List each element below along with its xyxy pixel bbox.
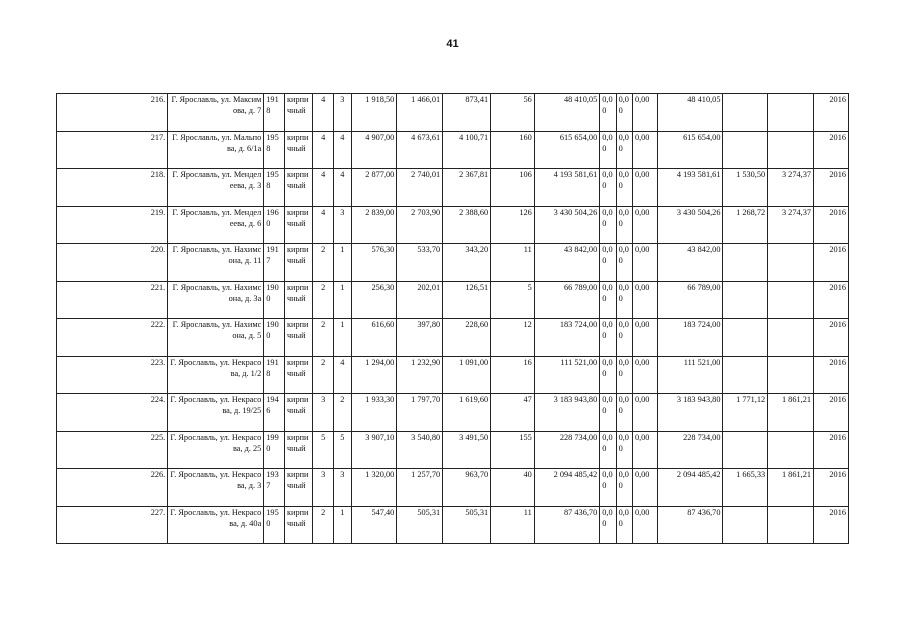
wall-material-cell: кирпичный xyxy=(284,94,312,132)
specific-cost-cell xyxy=(723,131,768,169)
plan-year-cell: 2016 xyxy=(814,356,849,394)
area-living-cell: 1 232,90 xyxy=(397,356,443,394)
cost-owners-cell: 3 430 504,26 xyxy=(658,206,723,244)
entrances-cell: 1 xyxy=(334,506,351,544)
residents-cell: 40 xyxy=(491,469,535,507)
wall-material-cell: кирпичный xyxy=(284,131,312,169)
row-number-cell: 217. xyxy=(57,131,168,169)
cost-owners-cell: 111 521,00 xyxy=(658,356,723,394)
row-number-cell: 223. xyxy=(57,356,168,394)
entrances-cell: 4 xyxy=(334,356,351,394)
cost-total-cell: 183 724,00 xyxy=(534,319,599,357)
cost-owners-cell: 2 094 485,42 xyxy=(658,469,723,507)
specific-cost-cell xyxy=(723,431,768,469)
floors-cell: 2 xyxy=(313,506,334,544)
max-specific-cost-cell xyxy=(768,281,814,319)
table-row xyxy=(57,506,849,544)
max-specific-cost-cell xyxy=(768,431,814,469)
entrances-cell: 2 xyxy=(334,394,351,432)
build-year-cell: 1918 xyxy=(264,356,285,394)
plan-year-cell: 2016 xyxy=(814,506,849,544)
plan-year-cell: 2016 xyxy=(814,394,849,432)
cost-total-cell: 3 430 504,26 xyxy=(534,206,599,244)
area-total-cell: 547,40 xyxy=(351,506,397,544)
area-residential-cell: 4 100,71 xyxy=(443,131,491,169)
fund-3-cell: 0,00 xyxy=(632,281,657,319)
max-specific-cost-cell xyxy=(768,131,814,169)
fund-2-cell: 0,00 xyxy=(616,244,632,282)
area-residential-cell: 228,60 xyxy=(443,319,491,357)
build-year-cell: 1917 xyxy=(264,244,285,282)
table-row xyxy=(57,281,849,319)
plan-year-cell: 2016 xyxy=(814,469,849,507)
fund-1-cell: 0,00 xyxy=(600,431,616,469)
area-living-cell: 1 257,70 xyxy=(397,469,443,507)
table-row xyxy=(57,131,849,169)
max-specific-cost-cell: 3 274,37 xyxy=(768,206,814,244)
build-year-cell: 1990 xyxy=(264,431,285,469)
fund-2-cell: 0,00 xyxy=(616,431,632,469)
fund-2-cell: 0,00 xyxy=(616,206,632,244)
address-cell: Г. Ярославль, ул. Некрасова, д. 40а xyxy=(168,506,264,544)
address-cell: Г. Ярославль, ул. Нахимсона, д. 11 xyxy=(168,244,264,282)
address-cell: Г. Ярославль, ул. Мальпова, д. 6/1а xyxy=(168,131,264,169)
fund-1-cell: 0,00 xyxy=(600,244,616,282)
area-total-cell: 1 933,30 xyxy=(351,394,397,432)
specific-cost-cell xyxy=(723,319,768,357)
specific-cost-cell: 1 530,50 xyxy=(723,169,768,207)
area-living-cell: 505,31 xyxy=(397,506,443,544)
area-residential-cell: 873,41 xyxy=(443,94,491,132)
plan-year-cell: 2016 xyxy=(814,431,849,469)
residents-cell: 155 xyxy=(491,431,535,469)
entrances-cell: 3 xyxy=(334,469,351,507)
table-row xyxy=(57,244,849,282)
area-total-cell: 576,30 xyxy=(351,244,397,282)
floors-cell: 5 xyxy=(313,431,334,469)
area-total-cell: 1 320,00 xyxy=(351,469,397,507)
fund-1-cell: 0,00 xyxy=(600,394,616,432)
address-cell: Г. Ярославль, ул. Нахимсона, д. 3а xyxy=(168,281,264,319)
wall-material-cell: кирпичный xyxy=(284,506,312,544)
wall-material-cell: кирпичный xyxy=(284,281,312,319)
wall-material-cell: кирпичный xyxy=(284,169,312,207)
row-number-cell: 224. xyxy=(57,394,168,432)
cost-owners-cell: 66 789,00 xyxy=(658,281,723,319)
floors-cell: 2 xyxy=(313,281,334,319)
entrances-cell: 5 xyxy=(334,431,351,469)
address-cell: Г. Ярославль, ул. Нахимсона, д. 5 xyxy=(168,319,264,357)
fund-2-cell: 0,00 xyxy=(616,169,632,207)
cost-owners-cell: 4 193 581,61 xyxy=(658,169,723,207)
specific-cost-cell xyxy=(723,356,768,394)
residents-cell: 5 xyxy=(491,281,535,319)
floors-cell: 2 xyxy=(313,356,334,394)
table-row xyxy=(57,169,849,207)
residents-cell: 56 xyxy=(491,94,535,132)
fund-1-cell: 0,00 xyxy=(600,319,616,357)
fund-1-cell: 0,00 xyxy=(600,506,616,544)
area-living-cell: 1 797,70 xyxy=(397,394,443,432)
row-number-cell: 226. xyxy=(57,469,168,507)
max-specific-cost-cell xyxy=(768,356,814,394)
cost-owners-cell: 228 734,00 xyxy=(658,431,723,469)
fund-3-cell: 0,00 xyxy=(632,206,657,244)
wall-material-cell: кирпичный xyxy=(284,319,312,357)
floors-cell: 4 xyxy=(313,94,334,132)
area-total-cell: 2 839,00 xyxy=(351,206,397,244)
row-number-cell: 218. xyxy=(57,169,168,207)
build-year-cell: 1937 xyxy=(264,469,285,507)
fund-2-cell: 0,00 xyxy=(616,131,632,169)
build-year-cell: 1958 xyxy=(264,169,285,207)
area-living-cell: 202,01 xyxy=(397,281,443,319)
entrances-cell: 1 xyxy=(334,281,351,319)
fund-3-cell: 0,00 xyxy=(632,169,657,207)
entrances-cell: 3 xyxy=(334,206,351,244)
table-row xyxy=(57,94,849,132)
row-number-cell: 227. xyxy=(57,506,168,544)
max-specific-cost-cell xyxy=(768,506,814,544)
max-specific-cost-cell: 1 861,21 xyxy=(768,469,814,507)
fund-3-cell: 0,00 xyxy=(632,319,657,357)
entrances-cell: 1 xyxy=(334,319,351,357)
cost-total-cell: 2 094 485,42 xyxy=(534,469,599,507)
area-residential-cell: 2 388,60 xyxy=(443,206,491,244)
cost-total-cell: 111 521,00 xyxy=(534,356,599,394)
residents-cell: 160 xyxy=(491,131,535,169)
fund-1-cell: 0,00 xyxy=(600,469,616,507)
residents-cell: 12 xyxy=(491,319,535,357)
entrances-cell: 4 xyxy=(334,131,351,169)
area-living-cell: 1 466,01 xyxy=(397,94,443,132)
build-year-cell: 1918 xyxy=(264,94,285,132)
area-residential-cell: 1 619,60 xyxy=(443,394,491,432)
fund-1-cell: 0,00 xyxy=(600,94,616,132)
fund-2-cell: 0,00 xyxy=(616,356,632,394)
max-specific-cost-cell: 1 861,21 xyxy=(768,394,814,432)
fund-3-cell: 0,00 xyxy=(632,244,657,282)
build-year-cell: 1946 xyxy=(264,394,285,432)
floors-cell: 4 xyxy=(313,206,334,244)
fund-2-cell: 0,00 xyxy=(616,94,632,132)
area-living-cell: 397,80 xyxy=(397,319,443,357)
area-living-cell: 2 740,01 xyxy=(397,169,443,207)
area-residential-cell: 505,31 xyxy=(443,506,491,544)
wall-material-cell: кирпичный xyxy=(284,431,312,469)
max-specific-cost-cell xyxy=(768,94,814,132)
build-year-cell: 1900 xyxy=(264,319,285,357)
fund-1-cell: 0,00 xyxy=(600,281,616,319)
build-year-cell: 1950 xyxy=(264,506,285,544)
area-living-cell: 3 540,80 xyxy=(397,431,443,469)
area-total-cell: 2 877,00 xyxy=(351,169,397,207)
table-row xyxy=(57,394,849,432)
row-number-cell: 219. xyxy=(57,206,168,244)
page-number: 41 xyxy=(446,38,459,50)
wall-material-cell: кирпичный xyxy=(284,356,312,394)
cost-owners-cell: 3 183 943,80 xyxy=(658,394,723,432)
cost-total-cell: 4 193 581,61 xyxy=(534,169,599,207)
plan-year-cell: 2016 xyxy=(814,131,849,169)
area-total-cell: 256,30 xyxy=(351,281,397,319)
specific-cost-cell xyxy=(723,506,768,544)
area-residential-cell: 343,20 xyxy=(443,244,491,282)
max-specific-cost-cell xyxy=(768,319,814,357)
cost-total-cell: 43 842,00 xyxy=(534,244,599,282)
wall-material-cell: кирпичный xyxy=(284,469,312,507)
wall-material-cell: кирпичный xyxy=(284,244,312,282)
specific-cost-cell: 1 665,33 xyxy=(723,469,768,507)
fund-3-cell: 0,00 xyxy=(632,394,657,432)
cost-owners-cell: 43 842,00 xyxy=(658,244,723,282)
address-cell: Г. Ярославль, ул. Некрасова, д. 1/2 xyxy=(168,356,264,394)
cost-total-cell: 3 183 943,80 xyxy=(534,394,599,432)
area-total-cell: 1 918,50 xyxy=(351,94,397,132)
residents-cell: 11 xyxy=(491,506,535,544)
fund-3-cell: 0,00 xyxy=(632,356,657,394)
cost-owners-cell: 87 436,70 xyxy=(658,506,723,544)
residents-cell: 47 xyxy=(491,394,535,432)
housing-registry-table xyxy=(56,93,849,544)
table-row xyxy=(57,356,849,394)
floors-cell: 2 xyxy=(313,319,334,357)
table-row xyxy=(57,469,849,507)
cost-owners-cell: 183 724,00 xyxy=(658,319,723,357)
area-residential-cell: 3 491,50 xyxy=(443,431,491,469)
table-row xyxy=(57,431,849,469)
address-cell: Г. Ярославль, ул. Менделеева, д. 3 xyxy=(168,169,264,207)
fund-1-cell: 0,00 xyxy=(600,169,616,207)
plan-year-cell: 2016 xyxy=(814,244,849,282)
address-cell: Г. Ярославль, ул. Некрасова, д. 25 xyxy=(168,431,264,469)
build-year-cell: 1958 xyxy=(264,131,285,169)
area-living-cell: 533,70 xyxy=(397,244,443,282)
build-year-cell: 1900 xyxy=(264,281,285,319)
fund-2-cell: 0,00 xyxy=(616,394,632,432)
fund-3-cell: 0,00 xyxy=(632,469,657,507)
fund-1-cell: 0,00 xyxy=(600,131,616,169)
specific-cost-cell xyxy=(723,94,768,132)
row-number-cell: 222. xyxy=(57,319,168,357)
specific-cost-cell: 1 268,72 xyxy=(723,206,768,244)
plan-year-cell: 2016 xyxy=(814,94,849,132)
plan-year-cell: 2016 xyxy=(814,206,849,244)
fund-1-cell: 0,00 xyxy=(600,206,616,244)
floors-cell: 2 xyxy=(313,244,334,282)
table-row xyxy=(57,206,849,244)
entrances-cell: 4 xyxy=(334,169,351,207)
residents-cell: 11 xyxy=(491,244,535,282)
area-living-cell: 2 703,90 xyxy=(397,206,443,244)
build-year-cell: 1960 xyxy=(264,206,285,244)
row-number-cell: 225. xyxy=(57,431,168,469)
residents-cell: 126 xyxy=(491,206,535,244)
area-total-cell: 1 294,00 xyxy=(351,356,397,394)
area-residential-cell: 2 367,81 xyxy=(443,169,491,207)
area-residential-cell: 126,51 xyxy=(443,281,491,319)
address-cell: Г. Ярославль, ул. Максимова, д. 7 xyxy=(168,94,264,132)
floors-cell: 4 xyxy=(313,169,334,207)
fund-3-cell: 0,00 xyxy=(632,131,657,169)
table-row xyxy=(57,319,849,357)
cost-owners-cell: 48 410,05 xyxy=(658,94,723,132)
cost-total-cell: 615 654,00 xyxy=(534,131,599,169)
cost-total-cell: 228 734,00 xyxy=(534,431,599,469)
plan-year-cell: 2016 xyxy=(814,319,849,357)
max-specific-cost-cell xyxy=(768,244,814,282)
specific-cost-cell xyxy=(723,244,768,282)
fund-3-cell: 0,00 xyxy=(632,506,657,544)
fund-1-cell: 0,00 xyxy=(600,356,616,394)
wall-material-cell: кирпичный xyxy=(284,206,312,244)
fund-2-cell: 0,00 xyxy=(616,469,632,507)
residents-cell: 16 xyxy=(491,356,535,394)
floors-cell: 3 xyxy=(313,469,334,507)
cost-total-cell: 66 789,00 xyxy=(534,281,599,319)
area-total-cell: 3 907,10 xyxy=(351,431,397,469)
address-cell: Г. Ярославль, ул. Менделеева, д. 6 xyxy=(168,206,264,244)
row-number-cell: 216. xyxy=(57,94,168,132)
row-number-cell: 221. xyxy=(57,281,168,319)
plan-year-cell: 2016 xyxy=(814,169,849,207)
area-residential-cell: 963,70 xyxy=(443,469,491,507)
area-total-cell: 4 907,00 xyxy=(351,131,397,169)
max-specific-cost-cell: 3 274,37 xyxy=(768,169,814,207)
fund-2-cell: 0,00 xyxy=(616,281,632,319)
area-total-cell: 616,60 xyxy=(351,319,397,357)
cost-owners-cell: 615 654,00 xyxy=(658,131,723,169)
address-cell: Г. Ярославль, ул. Некрасова, д. 3 xyxy=(168,469,264,507)
fund-3-cell: 0,00 xyxy=(632,94,657,132)
cost-total-cell: 87 436,70 xyxy=(534,506,599,544)
plan-year-cell: 2016 xyxy=(814,281,849,319)
area-residential-cell: 1 091,00 xyxy=(443,356,491,394)
fund-3-cell: 0,00 xyxy=(632,431,657,469)
floors-cell: 3 xyxy=(313,394,334,432)
specific-cost-cell: 1 771,12 xyxy=(723,394,768,432)
entrances-cell: 1 xyxy=(334,244,351,282)
area-living-cell: 4 673,61 xyxy=(397,131,443,169)
floors-cell: 4 xyxy=(313,131,334,169)
row-number-cell: 220. xyxy=(57,244,168,282)
residents-cell: 106 xyxy=(491,169,535,207)
cost-total-cell: 48 410,05 xyxy=(534,94,599,132)
fund-2-cell: 0,00 xyxy=(616,319,632,357)
registry-body xyxy=(57,94,849,544)
address-cell: Г. Ярославль, ул. Некрасова, д. 19/25 xyxy=(168,394,264,432)
entrances-cell: 3 xyxy=(334,94,351,132)
specific-cost-cell xyxy=(723,281,768,319)
wall-material-cell: кирпичный xyxy=(284,394,312,432)
fund-2-cell: 0,00 xyxy=(616,506,632,544)
